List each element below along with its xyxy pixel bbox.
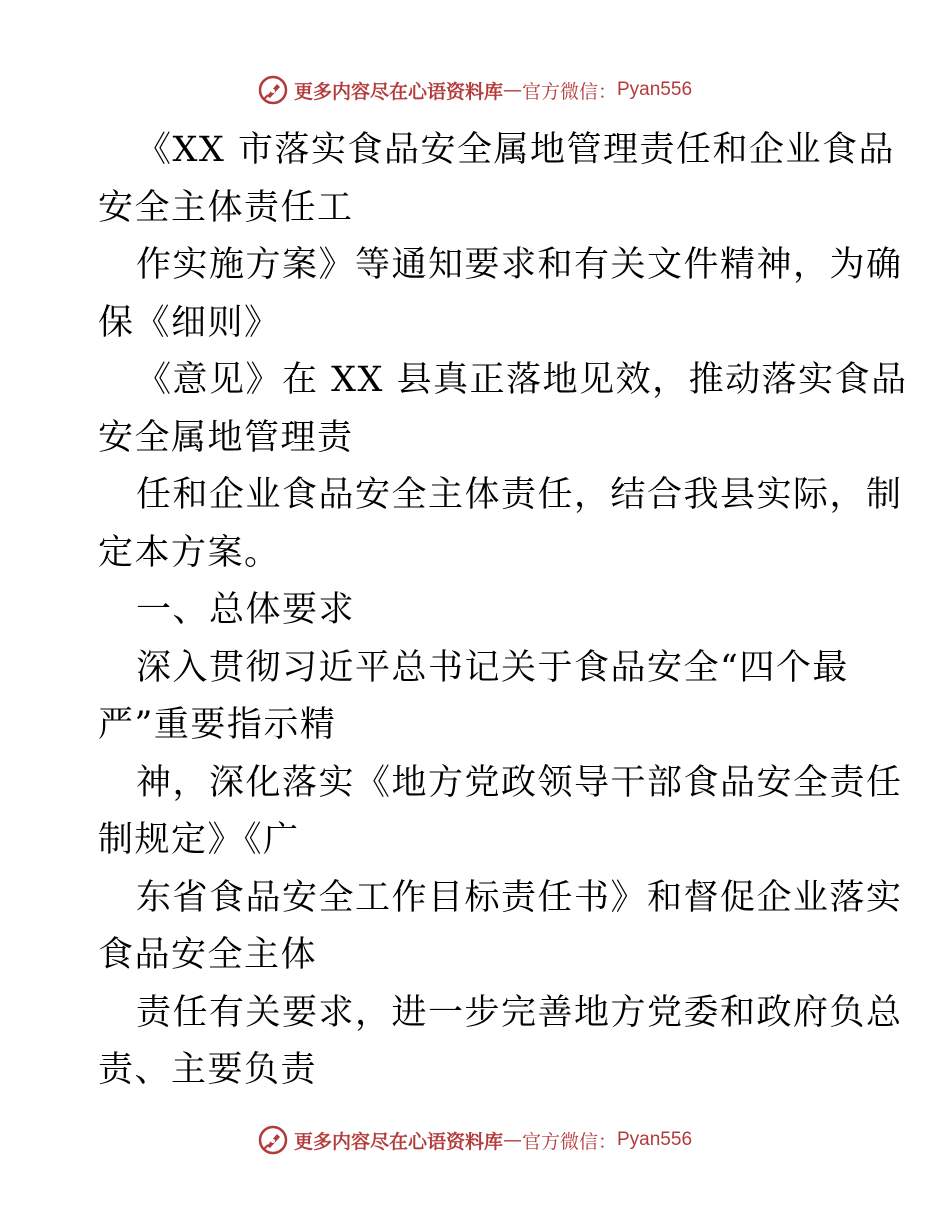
text-line: 东省食品安全工作目标责任书》和督促企业落实 bbox=[136, 877, 903, 918]
text-line: 安全主体责任工 bbox=[98, 187, 354, 228]
banner-separator: — bbox=[502, 79, 522, 101]
text-line: 保《细则》 bbox=[98, 302, 281, 343]
text-line: 食品安全主体 bbox=[98, 935, 318, 975]
text-line: 定本方案。 bbox=[98, 532, 281, 573]
text-line: 严”重要指示精 bbox=[98, 705, 337, 745]
banner-text bbox=[294, 77, 692, 104]
text-line: 责、主要负责 bbox=[98, 1050, 318, 1090]
banner-lead: 更多内容尽在心语资料库 bbox=[293, 1130, 503, 1153]
pen-nib-circle-icon bbox=[258, 75, 288, 105]
banner-separator: — bbox=[502, 1129, 522, 1151]
footer-banner bbox=[0, 1120, 950, 1160]
text-line: 神，深化落实《地方党政领导干部食品安全责任 bbox=[136, 762, 903, 803]
text-line: 《意见》在 XX 县真正落地见效，推动落实食品 bbox=[136, 360, 908, 400]
pen-nib-circle-icon bbox=[258, 1125, 288, 1155]
banner-text bbox=[294, 1127, 692, 1154]
text-line: 作实施方案》等通知要求和有关文件精神，为确 bbox=[136, 245, 903, 285]
text-line: 深入贯彻习近平总书记关于食品安全“四个最 bbox=[136, 647, 849, 688]
text-line: 责任有关要求，进一步完善地方党委和政府负总 bbox=[136, 992, 903, 1033]
text-line: 《XX 市落实食品安全属地管理责任和企业食品 bbox=[136, 130, 895, 170]
text-line: 制规定》《广 bbox=[98, 820, 300, 860]
text-line: 一、总体要求 bbox=[136, 590, 356, 630]
banner-wechat-handle: Pyan556 bbox=[617, 79, 693, 100]
text-line: 安全属地管理责 bbox=[98, 417, 354, 458]
text-line: 任和企业食品安全主体责任，结合我县实际，制 bbox=[136, 475, 903, 515]
banner-lead: 更多内容尽在心语资料库 bbox=[293, 80, 503, 103]
header-banner bbox=[0, 70, 950, 110]
banner-wechat-label: 官方微信： bbox=[521, 80, 617, 103]
banner-wechat-label: 官方微信： bbox=[521, 1130, 617, 1153]
banner-wechat-handle: Pyan556 bbox=[617, 1129, 693, 1150]
